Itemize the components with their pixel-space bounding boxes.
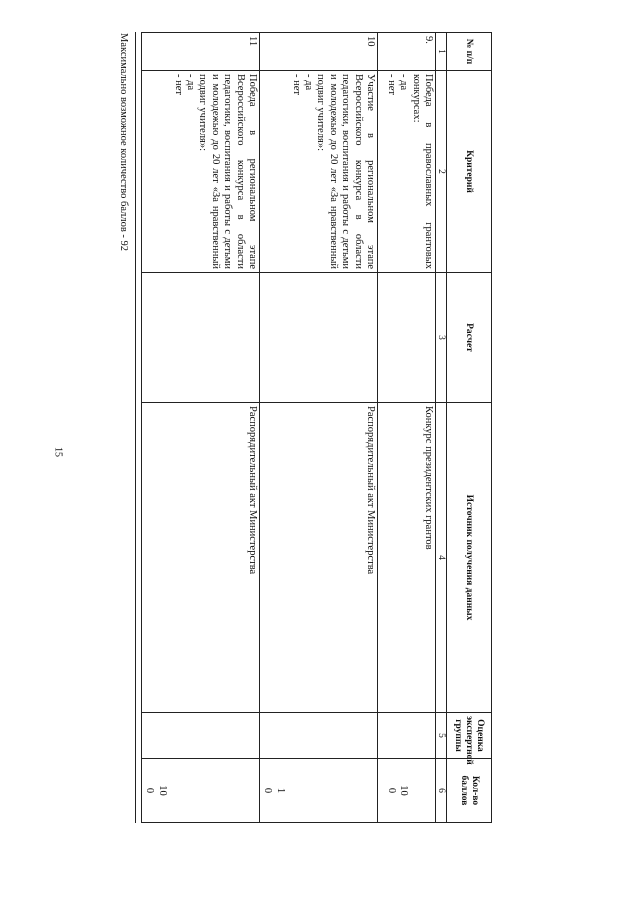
table-row (260, 33, 378, 823)
source-cell: Распорядительный акт Министерства (260, 403, 378, 713)
option-yes: - да (398, 74, 410, 91)
column-number-row (436, 33, 447, 823)
option-no: - нет (385, 74, 397, 95)
header-criterion: Критерий (447, 71, 492, 273)
points-yes: 10 (398, 785, 410, 796)
option-no: - нет (290, 74, 302, 95)
row-number: 11 (142, 33, 260, 71)
points-cell (260, 759, 378, 823)
criterion-cell (142, 71, 260, 273)
source-cell: Распорядительный акт Министерства (142, 403, 260, 713)
criterion-text: Победа в региональном этапе Всероссийского конкурса в области педагогики, воспитания и работы с детьми и молодежью до 20 лет «За нравственный подвиг учителя»: (197, 74, 258, 269)
page-number: 15 (52, 447, 64, 457)
column-number: 3 (436, 273, 447, 403)
row-number: 10 (260, 33, 378, 71)
calculation-cell (378, 273, 436, 403)
calculation-cell (142, 273, 260, 403)
points-no: 0 (385, 787, 397, 794)
column-number: 4 (436, 403, 447, 713)
option-yes: - да (184, 74, 196, 91)
row-number: 9. (378, 33, 436, 71)
points-cell (378, 759, 436, 823)
points-cell (142, 759, 260, 823)
column-number: 2 (436, 71, 447, 273)
header-calculation: Расчет (447, 273, 492, 403)
option-no: - нет (172, 74, 184, 95)
points-no: 0 (262, 787, 274, 794)
calculation-cell (260, 273, 378, 403)
header-source: Источник получения данных (447, 403, 492, 713)
criteria-table (141, 32, 492, 823)
column-number: 6 (436, 759, 447, 823)
header-row (447, 33, 492, 823)
header-num: № п/п (447, 33, 492, 71)
column-number: 5 (436, 713, 447, 759)
rotated-content (102, 32, 492, 822)
criterion-text: Участие в региональном этапе Всероссийского конкурса в области педагогики, воспитания и работы с детьми и молодежью до 20 лет «За нравственный подвиг учителя»: (315, 74, 376, 269)
expert-rating-cell (260, 713, 378, 759)
points-no: 0 (144, 787, 156, 794)
header-expert-rating: Оценка экспертной группы (447, 713, 492, 759)
table-row (378, 33, 436, 823)
column-number: 1 (436, 33, 447, 71)
max-points-text: Максимально возможное количество баллов - 92 (118, 32, 136, 823)
option-yes: - да (302, 74, 314, 91)
criterion-cell (260, 71, 378, 273)
header-points: Кол-во баллов (447, 759, 492, 823)
expert-rating-cell (378, 713, 436, 759)
expert-rating-cell (142, 713, 260, 759)
criterion-cell (378, 71, 436, 273)
criterion-text: Победа в православных грантовых конкурсах: (410, 74, 434, 269)
points-yes: 1 (274, 787, 286, 794)
source-cell: Конкурс президентских грантов (378, 403, 436, 713)
points-yes: 10 (156, 785, 168, 796)
table-row (142, 33, 260, 823)
